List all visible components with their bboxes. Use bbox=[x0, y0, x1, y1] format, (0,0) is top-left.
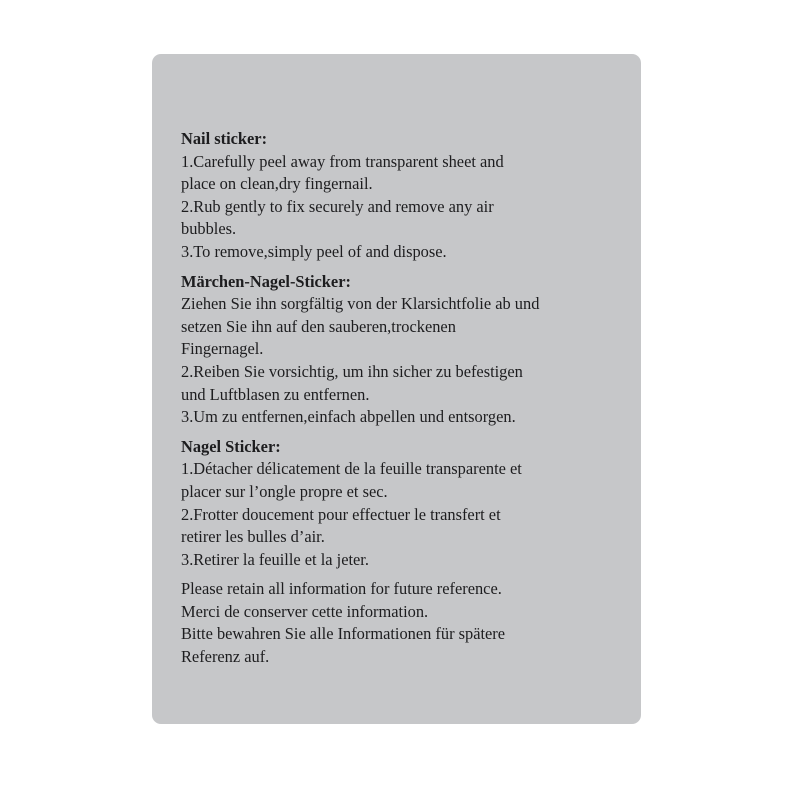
footer-line: Bitte bewahren Sie alle Informationen für spätere bbox=[181, 624, 506, 644]
footer-notice bbox=[181, 578, 621, 668]
instruction-line: 3.Um zu entfernen,einfach abpellen und entsorgen. bbox=[181, 407, 516, 427]
instruction-line: 1.Carefully peel away from transparent sheet and bbox=[181, 151, 504, 171]
section-title: Märchen-Nagel-Sticker: bbox=[181, 271, 351, 291]
instruction-line: 2.Rub gently to fix securely and remove any air bbox=[181, 196, 494, 216]
instruction-line: 3.Retirer la feuille et la jeter. bbox=[181, 549, 369, 569]
instruction-line: 3.To remove,simply peel of and dispose. bbox=[181, 241, 447, 261]
instruction-line: Fingernagel. bbox=[181, 339, 264, 359]
section-title: Nagel Sticker: bbox=[181, 436, 281, 456]
section-title: Nail sticker: bbox=[181, 129, 268, 148]
footer-line: Please retain all information for future reference. bbox=[181, 579, 502, 599]
section-nagel-sticker-de bbox=[181, 271, 621, 429]
section-nagel-sticker-fr bbox=[181, 436, 621, 572]
instruction-line: bubbles. bbox=[181, 219, 237, 239]
instruction-line: place on clean,dry fingernail. bbox=[181, 174, 373, 194]
instruction-line: Ziehen Sie ihn sorgfältig von der Klarsichtfolie ab und bbox=[181, 294, 540, 314]
instruction-line: setzen Sie ihn auf den sauberen,trockenen bbox=[181, 316, 456, 336]
instruction-line: und Luftblasen zu entfernen. bbox=[181, 384, 370, 404]
footer-line: Merci de conserver cette information. bbox=[181, 601, 429, 621]
instruction-card bbox=[152, 54, 641, 724]
footer-line: Referenz auf. bbox=[181, 647, 270, 667]
instruction-line: 2.Reiben Sie vorsichtig, um ihn sicher zu befestigen bbox=[181, 361, 523, 381]
instruction-line: placer sur l’ongle propre et sec. bbox=[181, 481, 388, 501]
section-nail-sticker-en bbox=[181, 128, 621, 264]
instruction-line: 1.Détacher délicatement de la feuille transparente et bbox=[181, 459, 522, 479]
instruction-line: retirer les bulles d’air. bbox=[181, 527, 325, 547]
instruction-line: 2.Frotter doucement pour effectuer le transfert et bbox=[181, 504, 501, 524]
